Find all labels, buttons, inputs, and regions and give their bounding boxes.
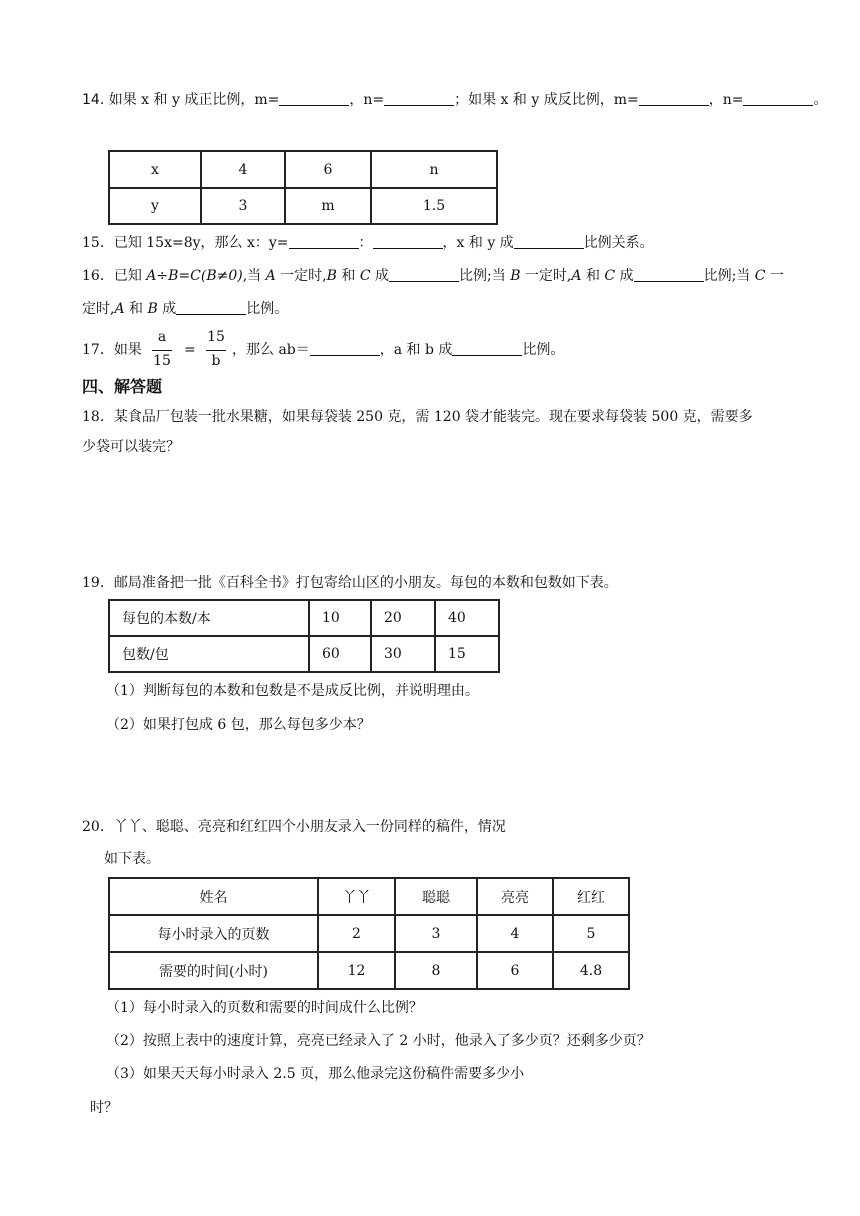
- answer-blank[interactable]: [289, 233, 359, 249]
- text: 一: [765, 268, 784, 284]
- question-20-sub2: （2）按照上表中的速度计算，亮亮已经录入了 2 小时，他录入了多少页？还剩多少页？: [106, 1033, 651, 1049]
- table-row: [109, 188, 497, 224]
- table-row: [109, 636, 499, 672]
- text: 。: [813, 92, 828, 108]
- section-heading: 四、解答题: [82, 377, 163, 396]
- text: ，a 和 b 成: [379, 342, 453, 358]
- question-17-prefix: [82, 340, 142, 360]
- text: 和: [124, 301, 148, 317]
- table-cell: 4: [201, 151, 285, 188]
- table-cell: 20: [371, 600, 435, 636]
- answer-blank[interactable]: [176, 299, 246, 315]
- table-cell: 包数/包: [109, 636, 309, 672]
- text: 比例;当: [459, 268, 511, 284]
- fraction-numerator: 15: [207, 329, 225, 345]
- text: 比例;当: [703, 268, 755, 284]
- table-cell: 亮亮: [477, 878, 553, 915]
- variable: A: [265, 268, 276, 284]
- table-cell: 30: [371, 636, 435, 672]
- text: 比例。: [246, 301, 289, 317]
- answer-blank-n1[interactable]: [384, 90, 454, 106]
- answer-blank-m1[interactable]: [279, 90, 349, 106]
- text: 已知 15x=8y，那么 x：y=: [113, 235, 289, 251]
- q19-table: [108, 599, 500, 673]
- text: 和: [581, 268, 605, 284]
- text: ；如果 x 和 y 成反比例，m=: [454, 92, 639, 108]
- table-cell: 1.5: [371, 188, 497, 224]
- fraction-15-over-b: [206, 329, 226, 373]
- question-19-text: 19．邮局准备把一批《百科全书》打包寄给山区的小朋友。每包的本数和包数如下表。: [82, 575, 618, 591]
- fraction-numerator: a: [157, 329, 167, 345]
- table-cell: 6: [285, 151, 371, 188]
- table-cell: 丫丫: [318, 878, 395, 915]
- text: 成: [370, 268, 390, 284]
- q20-table: [108, 877, 630, 990]
- table-cell: 姓名: [109, 878, 318, 915]
- variable: C: [604, 268, 616, 284]
- fraction-a-over-15: [152, 329, 172, 373]
- question-17-text: [232, 340, 564, 360]
- table-row: [109, 151, 497, 188]
- fraction-bar: [152, 350, 172, 351]
- table-cell: x: [109, 151, 201, 188]
- question-20-line1: 20．丫丫、聪聪、亮亮和红红四个小朋友录入一份同样的稿件，情况: [82, 819, 506, 835]
- table-cell: 5: [553, 915, 629, 952]
- table-cell: 40: [435, 600, 499, 636]
- question-number: 15．: [82, 235, 114, 251]
- variable: B: [326, 268, 337, 284]
- text: 已知: [113, 268, 147, 284]
- table-row: [109, 600, 499, 636]
- question-20-sub1: （1）每小时录入的页数和需要的时间成什么比例？: [106, 1000, 423, 1016]
- answer-blank[interactable]: [634, 266, 704, 282]
- question-number: 17．: [82, 342, 114, 358]
- text: ，n=: [349, 92, 385, 108]
- question-20-line2: 如下表。: [104, 851, 160, 867]
- table-cell: 4.8: [553, 952, 629, 989]
- variable: B: [510, 268, 521, 284]
- text: 一定时,: [520, 268, 572, 284]
- text: 一定时,: [275, 268, 327, 284]
- text: 如果: [113, 342, 142, 358]
- table-cell: 2: [318, 915, 395, 952]
- text: ,当: [242, 268, 266, 284]
- text: ，n=: [708, 92, 744, 108]
- table-cell: 3: [201, 188, 285, 224]
- equals-sign: =: [184, 342, 196, 358]
- question-20-sub4: 时？: [90, 1100, 118, 1116]
- fraction-bar: [206, 350, 226, 351]
- text: 成: [157, 301, 177, 317]
- answer-blank[interactable]: [389, 266, 459, 282]
- variable: A: [571, 268, 582, 284]
- question-number: 14.: [82, 92, 105, 108]
- q14-table: [108, 150, 498, 225]
- fraction-denominator: b: [211, 353, 221, 369]
- table-cell: 需要的时间(小时): [109, 952, 318, 989]
- answer-blank[interactable]: [514, 233, 584, 249]
- table-cell: 12: [318, 952, 395, 989]
- text: 比例关系。: [583, 235, 654, 251]
- text: ，x 和 y 成: [442, 235, 514, 251]
- text: ，那么 ab＝: [232, 342, 310, 358]
- text: 定时,: [82, 301, 115, 317]
- variable: A: [114, 301, 125, 317]
- table-row: [109, 878, 629, 915]
- question-15-text: [82, 233, 654, 253]
- answer-blank-n2[interactable]: [743, 90, 813, 106]
- question-19-sub1: （1）判断每包的本数和包数是不是成反比例，并说明理由。: [106, 683, 479, 699]
- table-cell: n: [371, 151, 497, 188]
- table-cell: 15: [435, 636, 499, 672]
- formula: A÷B=C(B≠0): [146, 268, 243, 284]
- question-16-line2: [82, 299, 288, 319]
- text: 成: [615, 268, 634, 284]
- table-cell: 聪聪: [395, 878, 477, 915]
- answer-blank-m2[interactable]: [639, 90, 709, 106]
- variable: C: [359, 268, 371, 284]
- question-14-text: [82, 90, 827, 110]
- question-20-sub3: （3）如果天天每小时录入 2.5 页，那么他录完这份稿件需要多少小: [106, 1066, 525, 1082]
- table-cell: 4: [477, 915, 553, 952]
- text: 和: [336, 268, 360, 284]
- table-cell: 8: [395, 952, 477, 989]
- text: 比例。: [522, 342, 565, 358]
- table-cell: 3: [395, 915, 477, 952]
- table-row: [109, 915, 629, 952]
- variable: B: [147, 301, 158, 317]
- fraction-denominator: 15: [153, 353, 171, 369]
- text: ：: [358, 235, 373, 251]
- text: 如果 x 和 y 成正比例，m=: [108, 92, 280, 108]
- table-cell: 10: [309, 600, 371, 636]
- table-row: [109, 952, 629, 989]
- answer-blank[interactable]: [373, 233, 443, 249]
- table-cell: 每小时录入的页数: [109, 915, 318, 952]
- table-cell: y: [109, 188, 201, 224]
- question-19-sub2: （2）如果打包成 6 包，那么每包多少本？: [106, 717, 371, 733]
- table-cell: 每包的本数/本: [109, 600, 309, 636]
- table-cell: 6: [477, 952, 553, 989]
- question-16-line1: [82, 266, 784, 286]
- table-cell: 60: [309, 636, 371, 672]
- answer-blank[interactable]: [310, 340, 380, 356]
- question-18-line2: 少袋可以装完？: [82, 439, 180, 455]
- answer-blank[interactable]: [452, 340, 522, 356]
- question-18-line1: 18．某食品厂包装一批水果糖，如果每袋装 250 克，需 120 袋才能装完。现在要求每袋装 500 克，需要多: [82, 409, 753, 425]
- table-cell: 红红: [553, 878, 629, 915]
- question-number: 16．: [82, 268, 114, 284]
- table-cell: m: [285, 188, 371, 224]
- variable: C: [754, 268, 766, 284]
